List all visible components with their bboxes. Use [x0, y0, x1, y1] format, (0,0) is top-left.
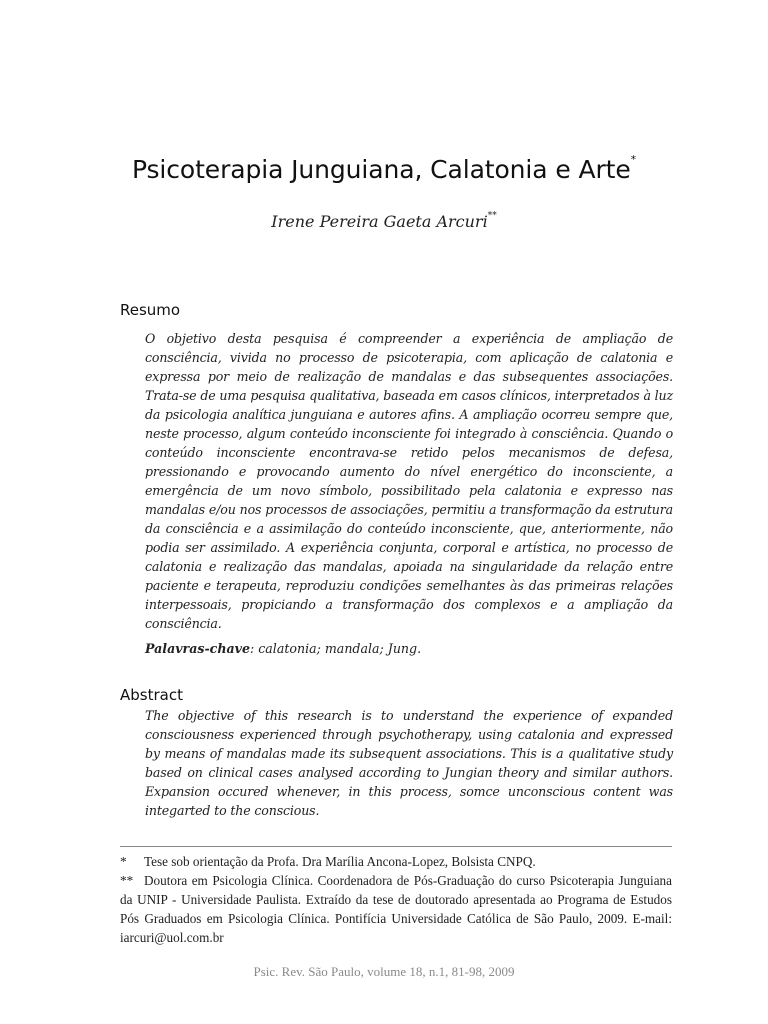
resumo-body: O objetivo desta pesquisa é compreender a experiência de ampliação de consciência, vivida no processo de psicoterapia, com aplicação de calatonia e expressa por meio de realização de mandalas e das subsequentes associações. Trata-se de uma pesquisa qualitativa, baseada em casos clínicos, interpretados à luz da psicologia analítica junguiana e autores afins. A ampliação ocorreu sempre que, neste processo, algum conteúdo inconsciente foi integrado à consciência. Quando o conteúdo inconsciente encontrava-se retido pelos mecanismos de defesa, pressionando e provocando aumento do nível energético do inconsciente, a emergência de um novo símbolo, possibilitado pela calatonia e expresso nas mandalas e/ou nos processos de associações, permitiu a transformação da estrutura da consciência e a assimilação do conteúdo inconsciente, que, anteriormente, não podia ser assimilado. A experiência conjunta, corporal e artística, no processo de calatonia e realização das mandalas, apoiada na singularidade da relação entre paciente e terapeuta, reproduziu condições semelhantes às das primeiras relações interpessoais, propiciando a transformação dos complexos e a ampliação da consciência. — [145, 331, 673, 631]
footnote-2-mark: ** — [120, 873, 134, 888]
footnote-1 — [120, 852, 672, 871]
footnotes — [120, 852, 672, 947]
abstract-heading: Abstract — [120, 686, 183, 704]
author-footnote-mark: ** — [487, 211, 497, 221]
keywords-label: Palavras-chave — [145, 641, 250, 656]
keywords-line — [145, 639, 673, 658]
article-title — [0, 155, 768, 184]
article-author — [0, 212, 768, 231]
title-footnote-mark: * — [630, 153, 637, 166]
author-name: Irene Pereira Gaeta Arcuri — [271, 212, 488, 231]
footnote-1-mark: * — [120, 854, 127, 869]
footnote-2-text: Doutora em Psicologia Clínica. Coordenadora de Pós-Graduação do curso Psicoterapia Junguiana da UNIP - Universidade Paulista. Extraído da tese de doutorado apresentada ao Programa de Estudos Pós Graduados em Psicologia Clínica. Pontifícia Universidade Católica de São Paulo, 2009. E-mail: iarcuri@uol.com.br — [120, 873, 672, 945]
journal-footer: Psic. Rev. São Paulo, volume 18, n.1, 81-98, 2009 — [253, 964, 515, 979]
article-title-text: Psicoterapia Junguiana, Calatonia e Arte — [131, 155, 631, 184]
resumo-heading: Resumo — [120, 301, 181, 319]
footnote-2 — [120, 871, 672, 947]
footnote-1-text: Tese sob orientação da Profa. Dra Marília Ancona-Lopez, Bolsista CNPQ. — [144, 854, 536, 869]
keywords-values: : calatonia; mandala; Jung. — [249, 641, 422, 656]
footnote-divider — [120, 846, 672, 847]
abstract-body: The objective of this research is to understand the experience of expanded consciousness experienced through psychotherapy, using catalonia and expressed by means of mandalas made its subsequent associations. This is a qualitative study based on clinical cases analysed according to Jungian theory and similar authors. Expansion occured whenever, in this process, somce unconscious content was integarted to the conscious. — [145, 708, 673, 818]
